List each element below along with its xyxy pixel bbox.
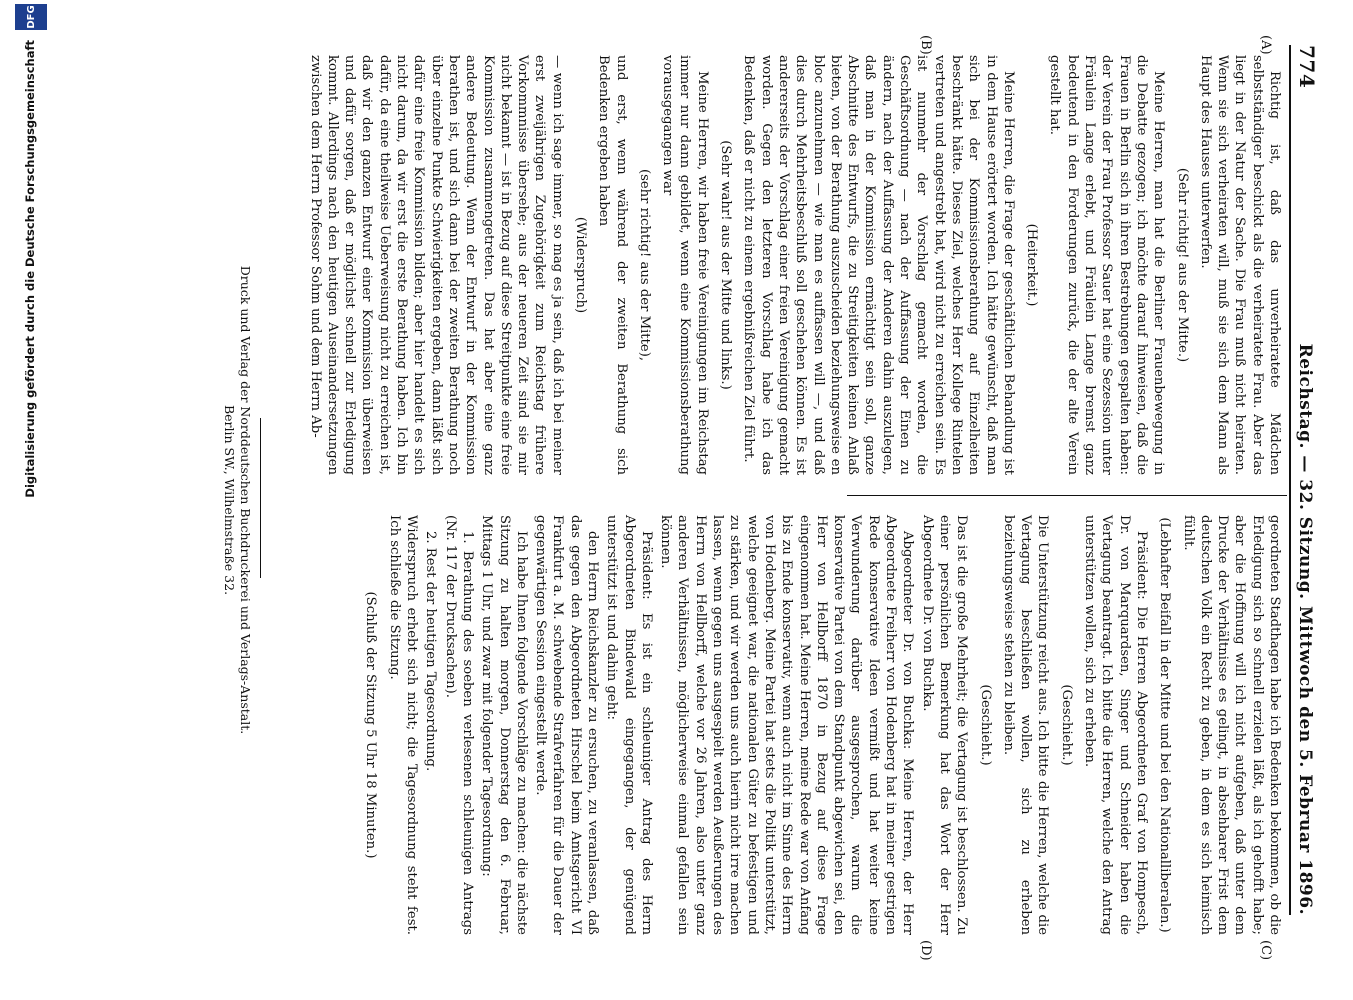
interjection: (Sehr richtig! aus der Mitte.) <box>1174 167 1190 363</box>
margin-marker-d: (D) <box>918 940 933 961</box>
imprint <box>221 0 253 1000</box>
margin-marker-c: (C) <box>1258 940 1273 961</box>
paragraph: Richtig ist, daß das unverheiratete Mädchen selbstständiger beschickt als die verheiratete Frau. Aber das liegt in der Natur der Sache. Die Frau muß nicht heiraten. Wenn sie sich verheiraten will, muß sie sich dem Mann als Haupt des Hauses unterwerfen. <box>1197 55 1282 475</box>
page-header <box>1295 45 1331 915</box>
interjection: (Sehr wahr! aus der Mitte und links.) <box>718 140 734 390</box>
left-column <box>304 55 1283 475</box>
paragraph: Meine Herren, man hat die Berliner Frauenbewegung in die Debatte gezogen; ich möchte darauf hinweisen, daß die Frauen in Berlin sich in ihren Bestrebungen gespalten haben: der Verein der Frau Professor Sauer hat eine Sezession unter Fräulein Lange erlebt, und Fräulein Lange bremst ganz bedeutend in den Forderungen zurück, die der alte Verein gestellt hat. <box>1047 55 1167 475</box>
end-rule <box>260 418 261 578</box>
paragraph: Meine Herren, die Frage der geschäftlichen Behandlung ist in dem Hause erörtert worden. Ich hätte gewünscht, daß man sich bei der Kommissionsberathung auf Einzelheiten beschränkt hätte. Dieses Ziel, welches Herr Kollege Rintelen vertreten und angestrebt hat, wird nicht zu erreichen sein. Es ist nunmehr der Vorschlag gemacht worden, die Geschäftsordnung — nach der Auffassung der Einen zu ändern, nach der Auffassung der Anderen dahin auszulegen, daß man in der Kommission ermächtigt sein soll, ganze Abschnitte des Entwurfs, die zu Streitigkeiten keinen Anlaß bieten, von der Berathung auszuscheiden beziehungsweise en bloc anzunehmen — wie man es auffassen will —, und daß dies durch Mehrheitsbeschluß soll geschehen können. Es ist andererseits der Vorschlag einer freien Vereinigung gemacht worden. Gegen den letzteren Vorschlag habe ich das Bedenken, daß er nicht zu einem ergebnißreichen Ziel führt. <box>741 55 1016 475</box>
interjection: (Geschieht.) <box>1058 684 1074 766</box>
interjection: (Widerspruch) <box>573 216 589 314</box>
paragraph: 1. Berathung des soeben verlesenen schleunigen Antrags (Nr. 117 der Drucksachen). <box>442 515 475 935</box>
margin-marker-a: (A) <box>1258 35 1273 55</box>
interjection: (Lebhafter Beifall in der Mitte und bei den Nationalliberalen.) <box>1157 517 1173 933</box>
interjection: (Heiterkeit.) <box>1024 223 1040 307</box>
paragraph: den Herrn Reichskanzler zu ersuchen, zu veranlassen, daß das gegen den Abgeordneten Hirschel beim Amtsgericht VI Frankfurt a. M. schwebende Strafverfahren für die Dauer der gegenwärtigen Session eingestellt werde. <box>533 515 601 935</box>
page-number: 774 <box>1295 45 1319 89</box>
paragraph: Ich habe Ihnen folgende Vorschläge zu machen: die nächste Sitzung zu halten morgen, Donnerstag den 6. Februar, Mittags 1 Uhr, und zwar mit folgender Tagesordnung: <box>479 515 529 935</box>
digitization-note <box>7 0 51 1000</box>
paragraph: Das ist die große Mehrheit; die Vertagung ist beschlossen. Zu einer persönlichen Bemerkung hat das Wort der Herr Abgeordnete Dr. von Buchka. <box>919 515 970 935</box>
paragraph: Die Unterstützung reicht aus. Ich bitte die Herren, welche die Vertagung beschließen wollen, sich zu erheben beziehungsweise stehen zu bleiben. <box>1000 515 1051 935</box>
paragraph: Präsident: Die Herren Abgeordneten Graf von Hompesch, Dr. von Marquardsen, Singer und Schneider haben die Vertagung beantragt. Ich bitte die Herren, welche den Antrag unterstützen wollen, sich zu erheben. <box>1082 515 1149 935</box>
right-column <box>356 515 1283 935</box>
paragraph: Widerspruch erhebt sich nicht; die Tagesordnung steht fest. Ich schließe die Sitzung. <box>386 515 420 935</box>
paragraph: 2. Rest der heutigen Tagesordnung. <box>423 531 439 772</box>
interjection: (Geschieht.) <box>977 684 993 766</box>
header-rule <box>1289 45 1291 915</box>
paragraph: — wenn ich sage immer, so mag es ja sein, daß ich bei meiner erst zweijährigen Zugehörigkeit zum Reichstag frühere Vorkommnisse übersehe; aus der neueren Zeit sind sie mir nicht bekannt — ist in Bezug auf diese Streitpunkte eine freie Kommission zusammengetreten. Das hat aber eine ganz andere Bedeutung. Wenn der Entwurf in der Kommission berathen ist, und sich dann bei der zweiten Berathung noch über einzelne Punkte Schwierigkeiten ergeben, dann läßt sich dafür eine freie Kommission bilden; aber hier handelt es sich nicht darum, da wir erst die erste Berathung haben. Ich bin dafür, da eine theilweise Ueberweisung nicht zu erreichen ist, daß wir den ganzen Entwurf einer Kommission überweisen und dafür sorgen, daß er möglichst schnell zur Erledigung kommt. Allerdings nach den heutigen Auseinandersetzungen zwischen dem Herrn Professor Sohm und dem Herrn Ab- <box>307 55 565 475</box>
imprint-line-2: Berlin SW., Wilhelmstraße 32. <box>222 404 237 596</box>
paragraph: Abgeordneter Dr. von Buchka: Meine Herren, der Herr Abgeordnete Freiherr von Hodenberg hat in meiner gestrigen Rede konservative Ideen vermißt und hat weiter keine Verwunderung darüber ausgesprochen, warum die konservative Partei von dem Standpunkt abgewichen sei, den Herr von Hellborff 1870 in Bezug auf diese Frage eingenommen hat. Meine Herren, meine Rede war von Anfang bis zu Ende konservativ, wenn auch nicht im Sinne des Herrn von Hodenberg. Meine Partei hat stets die Politik unterstützt, welche geeignet war, die nationalen Güter zu befestigen und zu stärken, und wir werden uns auch hierin nicht irre machen lassen, wenn gegen uns ausgespielt werden Aeußerungen des Herrn von Hellborff, welche vor 26 Jahren, also unter ganz anderen Verhältnissen, möglicherweise einmal gefallen sein können. <box>658 515 916 935</box>
imprint-line-1: Druck und Verlag der Norddeutschen Buchdruckerei und Verlags-Anstalt. <box>238 265 253 735</box>
paragraph: geordneten Stadthagen habe ich Bedenken bekommen, ob die Erledigung sich so schnell erzielen läßt, als ich gehofft habe; aber die Hoffnung will ich nicht aufgeben, daß unter dem Drucke der Verhältnisse es gelingt, in absehbarer Frist dem deutschen Volk ein Recht zu geben, in dem es sich heimisch fühlt. <box>1180 515 1282 935</box>
funding-note: Digitalisierung gefördert durch die Deutsche Forschungsgemeinschaft <box>23 40 37 498</box>
interjection: (sehr richtig! aus der Mitte), <box>636 168 652 362</box>
paragraph: und erst, wenn während der zweiten Berathung sich Bedenken ergeben haben <box>596 55 629 475</box>
paragraph: Meine Herren, wir haben freie Vereinigungen im Reichstag immer nur dann gebildet, wenn eine Kommissionsberathung vorausgegangen war <box>660 55 710 475</box>
interjection: (Schluß der Sitzung 5 Uhr 18 Minuten.) <box>363 591 379 859</box>
column-divider <box>847 495 1287 496</box>
page-title: Reichstag. — 32. Sitzung. Mittwoch den 5. Februar 1896. <box>1295 343 1315 915</box>
paragraph: Präsident: Es ist ein schleuniger Antrag des Herrn Abgeordneten Bindewald eingegangen, der genügend unterstützt ist und dahin geht: <box>604 515 654 935</box>
dfg-logo-icon: DFG <box>15 4 47 30</box>
margin-marker-b: (B) <box>918 35 933 55</box>
